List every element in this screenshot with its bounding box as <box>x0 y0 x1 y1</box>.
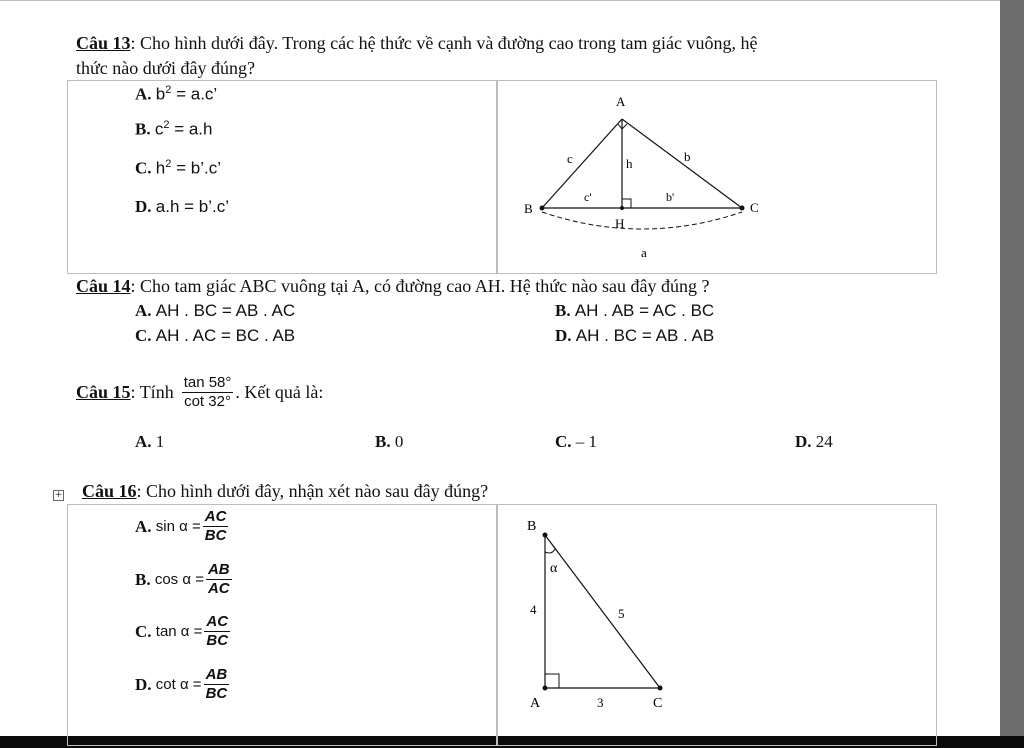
label-A: A <box>530 696 541 711</box>
q15-option-b[interactable]: B. 0 <box>375 432 404 451</box>
page-margin-gray <box>1000 0 1024 748</box>
label-h: h <box>626 156 633 171</box>
label-B: B <box>524 201 533 216</box>
label-a: a <box>641 245 647 260</box>
q13-label: Câu 13 <box>76 33 131 53</box>
q14-text: : Cho tam giác ABC vuông tại A, có đường cao AH. Hệ thức nào sau đây đúng ? <box>130 276 710 296</box>
q15-option-a[interactable]: A. 1 <box>135 432 165 451</box>
label-A: A <box>616 94 626 109</box>
label-side-5: 5 <box>618 606 625 621</box>
q13-option-b[interactable]: B. $c^2 = a.h$ <box>135 119 213 139</box>
label-c-prime: c' <box>584 190 592 204</box>
table-move-handle-icon[interactable]: + <box>54 490 63 500</box>
label-B: B <box>527 519 537 534</box>
label-H: H <box>615 216 625 231</box>
q14-option-d[interactable]: D. AH . BC = AB . AB <box>555 326 715 345</box>
q14-option-a[interactable]: A. AH . BC = AB . AC <box>135 301 296 320</box>
q15-numerator: tan 58° <box>183 374 232 391</box>
point-h <box>620 206 624 210</box>
q15-stem <box>76 374 323 411</box>
point-b <box>540 206 545 211</box>
q13-triangle-figure <box>500 84 800 270</box>
q13-line1 <box>76 33 758 54</box>
point-c <box>740 206 745 211</box>
q14-option-b[interactable]: B. AH . AB = AC . BC <box>555 301 715 320</box>
right-angle-a <box>545 674 559 688</box>
label-b-prime: b' <box>666 190 675 204</box>
q15-suffix: . Kết quả là: <box>235 382 324 402</box>
q15-option-d[interactable]: D. 24 <box>795 432 833 451</box>
q14-stem <box>76 276 709 297</box>
q15-label: Câu 15 <box>76 382 131 402</box>
side-ab <box>542 119 622 208</box>
q13-options-box <box>67 80 498 274</box>
angle-arc-b <box>545 549 555 553</box>
q16-triangle-figure <box>510 510 690 730</box>
point-a <box>543 686 548 691</box>
q14-option-c[interactable]: C. AH . AC = BC . AB <box>135 326 296 345</box>
q15-denominator: cot 32° <box>184 393 231 410</box>
q14-label: Câu 14 <box>76 276 131 296</box>
q13-option-a[interactable]: A. $b^2 = a.c$’ <box>135 84 218 104</box>
q16-option-c[interactable]: C. tan α = $\frac{AC}{BC}$ <box>135 613 229 649</box>
q13-option-d[interactable]: D. a.h = b’.c’ <box>135 197 230 216</box>
q16-option-b[interactable]: B. cos α = $\frac{AB}{AC}$ <box>135 561 230 597</box>
side-bc <box>545 535 660 688</box>
q13-option-c[interactable]: C. $h^2$ = b’.c’ <box>135 158 221 178</box>
label-side-3: 3 <box>597 695 604 710</box>
label-C: C <box>750 200 759 215</box>
q16-stem <box>82 481 488 502</box>
q16-options-box <box>67 504 498 746</box>
q16-option-d[interactable]: D. cot α = $\frac{AB}{BC}$ <box>135 666 228 702</box>
label-C: C <box>653 696 663 711</box>
label-b: b <box>684 149 691 164</box>
q13-text-line2: thức nào dưới đây đúng? <box>76 58 255 78</box>
q13-text-line1: : Cho hình dưới đây. Trong các hệ thức về cạnh và đường cao trong tam giác vuông, hệ <box>130 33 758 53</box>
point-b <box>543 533 548 538</box>
q16-label: Câu 16 <box>82 481 137 501</box>
label-alpha: α <box>550 561 558 576</box>
side-ac <box>622 119 742 208</box>
q16-text: : Cho hình dưới đây, nhận xét nào sau đây đúng? <box>136 481 489 501</box>
brace-a <box>542 212 742 229</box>
q15-fraction <box>182 374 234 411</box>
q15-prefix: : Tính <box>130 382 174 402</box>
q16-option-a[interactable]: A. sin α = $\frac{AC}{BC}$ <box>135 508 227 544</box>
label-side-4: 4 <box>530 602 537 617</box>
q15-option-c[interactable]: C. – 1 <box>555 432 598 451</box>
label-c: c <box>567 151 573 166</box>
point-c <box>658 686 663 691</box>
